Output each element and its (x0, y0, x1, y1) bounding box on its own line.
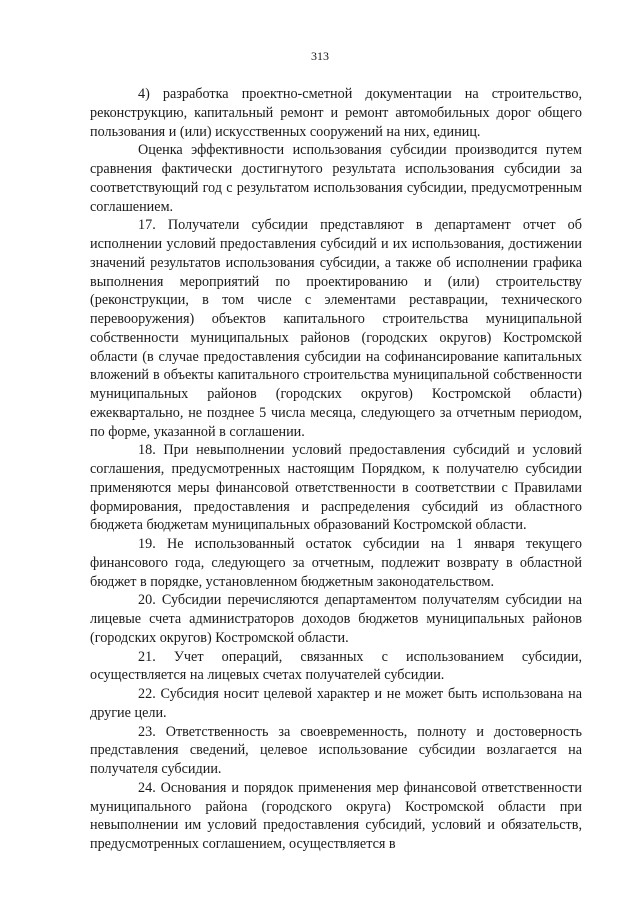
paragraph-18: 18. При невыполнении условий предоставления субсидий и условий соглашения, предусмотренных настоящим Порядком, к получателю субсидии применяются меры финансовой ответственности в соответствии с Правилами формирования, предоставления и распределения субсидий из областного бюджета бюджетам муниципальных образований Костромской области. (90, 442, 582, 534)
document-body (90, 85, 582, 854)
paragraph-20: 20. Субсидии перечисляются департаментом получателям субсидии на лицевые счета администраторов доходов бюджетов муниципальных районов (городских округов) Костромской области. (90, 592, 582, 646)
page-number: 313 (311, 49, 329, 63)
paragraph-19: 19. Не использованный остаток субсидии на 1 января текущего финансового года, следующего за отчетным, подлежит возврату в областной бюджет в порядке, установленном бюджетным законодательством. (90, 536, 582, 590)
paragraph-item-4: 4) разработка проектно-сметной документации на строительство, реконструкцию, капитальный ремонт и ремонт автомобильных дорог общего пользования и (или) искусственных сооружений на них, единиц. (90, 86, 582, 140)
paragraph-24: 24. Основания и порядок применения мер финансовой ответственности муниципального района (городского округа) Костромской области при невыполнении им условий предоставления субсидий, условий и обязательств, предусмотренных соглашением, осуществляется в (90, 779, 582, 852)
paragraph-22: 22. Субсидия носит целевой характер и не может быть использована на другие цели. (90, 686, 582, 721)
paragraph-21: 21. Учет операций, связанных с использованием субсидии, осуществляется на лицевых счетах получателей субсидии. (90, 648, 582, 684)
paragraph-23: 23. Ответственность за своевременность, полноту и достоверность представления сведений, целевое использование субсидии возлагается на получателя субсидии. (90, 723, 582, 777)
paragraph-evaluation: Оценка эффективности использования субсидии производится путем сравнения фактически достигнутого результата использования субсидии за соответствующий год с результатом использования субсидии, предусмотренным соглашением. (90, 142, 582, 215)
paragraph-17: 17. Получатели субсидии представляют в департамент отчет об исполнении условий предоставления субсидий и их использования, достижении значений результатов использования субсидии, а также об исполнении графика выполнения мероприятий по проектированию и (или) строительству (реконструкции, в том числе с элементами реставрации, технического перевооружения) объектов капитального строительства муниципальной собственности муниципальных районов (городских округов) Костромской области (в случае предоставления субсидии на софинансирование капитальных вложений в объекты капитального строительства муниципальной собственности муниципальных районов (городских округов) Костромской области) ежеквартально, не позднее 5 числа месяца, следующего за отчетным периодом, по форме, указанной в соглашении. (90, 217, 582, 440)
